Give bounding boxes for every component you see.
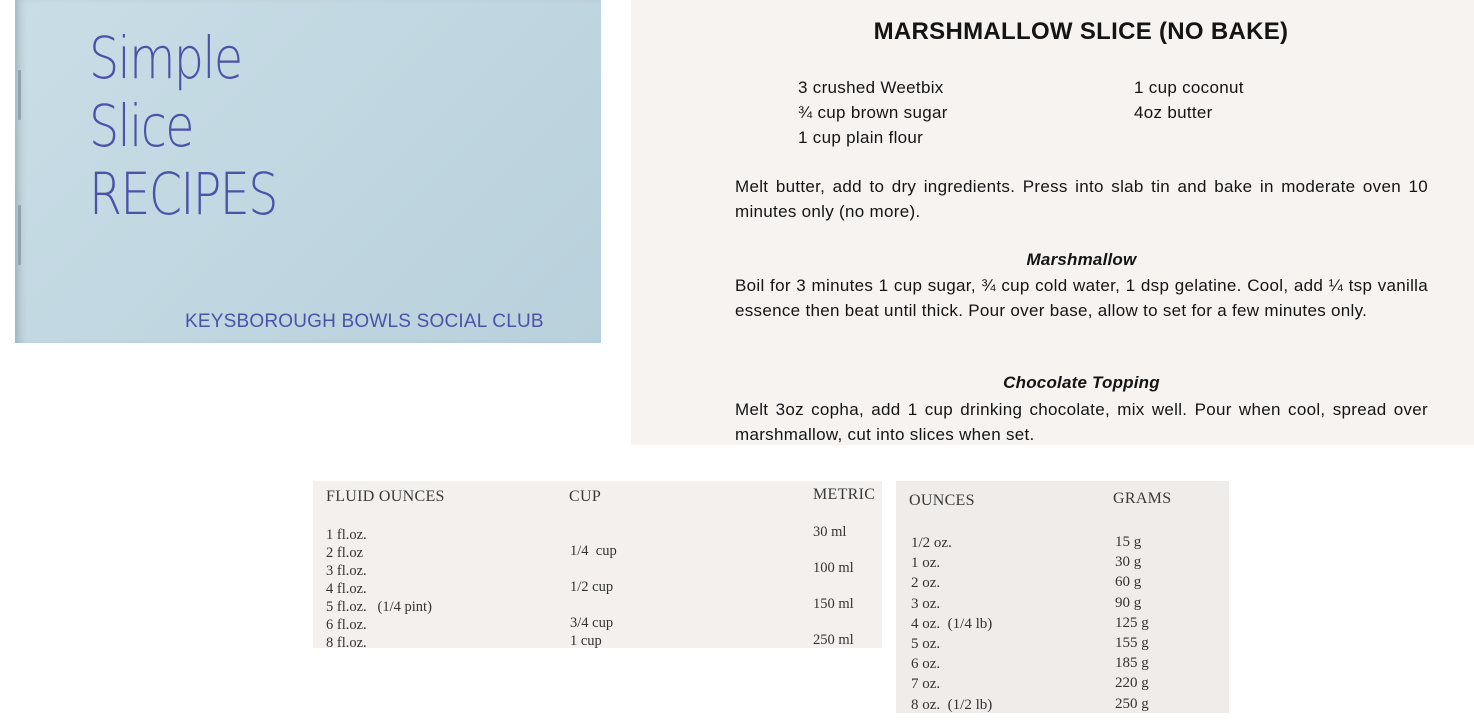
ingredient-item: 1 cup plain flour xyxy=(798,128,924,147)
table-cell: 3 oz. xyxy=(911,595,941,612)
table-cell: 2 oz. xyxy=(911,575,941,592)
table-cell: 220 g xyxy=(1115,675,1149,692)
table-cell: 30 ml xyxy=(813,524,847,540)
table-cell: 1/2 cup xyxy=(570,579,614,595)
table-cell xyxy=(813,613,854,631)
club-name: KEYSBOROUGH BOWLS SOCIAL CLUB xyxy=(185,311,544,332)
table-cell: 150 ml xyxy=(813,596,854,612)
staple xyxy=(18,70,21,120)
table-cell: 155 g xyxy=(1115,634,1149,651)
marshmallow-heading: Marshmallow xyxy=(1026,250,1137,269)
topping-method: Melt 3oz copha, add 1 cup drinking chocolate, mix well. Pour when cool, spread over marshmallow, cut into slices when set. xyxy=(735,400,1428,444)
topping-heading: Chocolate Topping xyxy=(1003,373,1160,392)
table-cell xyxy=(570,524,617,542)
table-cell: 7 oz. xyxy=(911,676,941,693)
table-cell: 100 ml xyxy=(813,560,854,576)
ingredient-item: 4oz butter xyxy=(1134,103,1213,122)
table-cell: 1/4 cup xyxy=(570,543,617,559)
table-cell xyxy=(570,596,617,614)
table-cell xyxy=(813,577,854,595)
table-cell: 250 g xyxy=(1115,695,1149,712)
table-cell: 8 oz. (1/2 lb) xyxy=(911,696,993,713)
marshmallow-method: Boil for 3 minutes 1 cup sugar, ¾ cup cold water, 1 dsp gelatine. Cool, add ¼ tsp vanilla essence then beat until thick. Pour over base, allow to set for a few minutes only. xyxy=(735,276,1428,320)
ingredient-item: 1 cup coconut xyxy=(1134,78,1244,97)
table-cell: 1 oz. xyxy=(911,555,941,572)
weight-conversion-table xyxy=(896,481,1229,713)
table-cell: 6 fl.oz. xyxy=(326,617,367,633)
fluid-column xyxy=(326,526,432,652)
cover-title-line: Simple xyxy=(89,24,242,92)
column-header: CUP xyxy=(569,488,602,505)
ingredient-item: 3 crushed Weetbix xyxy=(798,78,944,97)
booklet-cover xyxy=(15,0,601,343)
table-cell xyxy=(570,560,617,578)
table-cell: 90 g xyxy=(1115,594,1142,611)
recipe-title: MARSHMALLOW SLICE (NO BAKE) xyxy=(873,18,1289,45)
table-cell xyxy=(813,541,854,559)
table-cell: 3/4 cup xyxy=(570,615,614,631)
column-header: FLUID OUNCES xyxy=(326,488,445,505)
table-cell: 1 fl.oz. xyxy=(326,527,367,543)
table-cell: 3 fl.oz. xyxy=(326,563,367,579)
table-cell: 4 fl.oz. xyxy=(326,581,367,597)
fluid-conversion-table xyxy=(313,481,882,651)
table-cell: 15 g xyxy=(1115,534,1142,550)
metric-column xyxy=(813,523,854,649)
column-header: GRAMS xyxy=(1113,490,1172,507)
cover-title xyxy=(89,24,277,228)
base-method: Melt butter, add to dry ingredients. Press into slab tin and bake in moderate oven 10 minutes only (no more). xyxy=(735,177,1428,221)
table-cell: 60 g xyxy=(1115,574,1142,591)
table-cell: 1 cup xyxy=(570,633,602,649)
cover-title-line: RECIPES xyxy=(89,160,277,228)
cover-title-line: Slice xyxy=(89,92,193,160)
column-header: OUNCES xyxy=(909,492,975,509)
ingredient-item: ¾ cup brown sugar xyxy=(798,103,948,122)
staple xyxy=(18,205,21,265)
cup-column xyxy=(570,524,617,650)
table-cell: 4 oz. (1/4 lb) xyxy=(911,615,993,632)
ingredients-right xyxy=(1134,75,1244,125)
table-cell: 5 fl.oz. (1/4 pint) xyxy=(326,599,432,615)
table-cell: 2 fl.oz xyxy=(326,545,364,561)
table-cell: 1/2 oz. xyxy=(911,535,952,551)
table-cell: 30 g xyxy=(1115,554,1142,571)
table-cell: 185 g xyxy=(1115,655,1149,672)
grams-column xyxy=(1115,532,1149,714)
table-cell: 5 oz. xyxy=(911,635,941,652)
column-header: METRIC xyxy=(813,486,876,503)
ingredients-left xyxy=(798,75,948,150)
table-cell: 6 oz. xyxy=(911,656,941,673)
table-cell: 125 g xyxy=(1115,614,1149,631)
table-cell: 250 ml xyxy=(813,632,854,648)
ounces-column xyxy=(911,533,992,715)
table-cell: 8 fl.oz. xyxy=(326,635,367,651)
recipe-page xyxy=(631,0,1474,445)
